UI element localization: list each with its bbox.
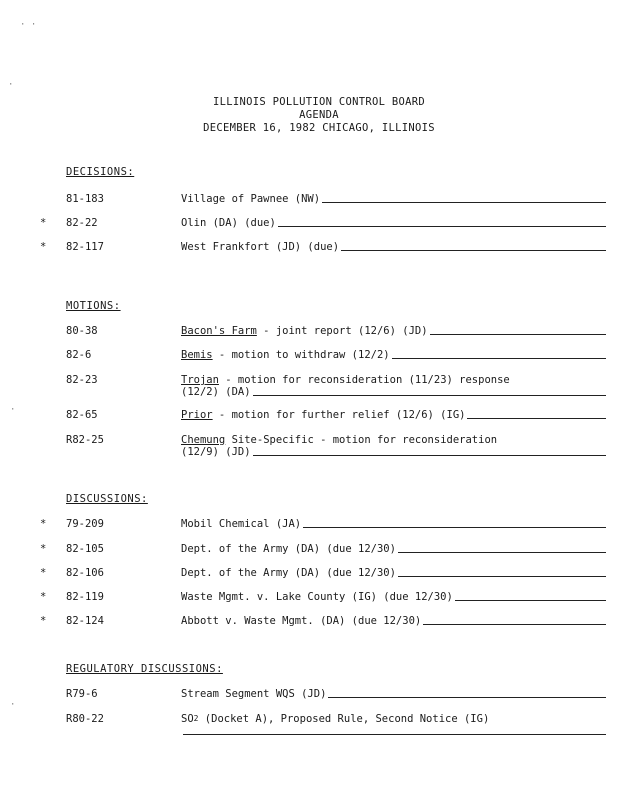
priority-marker: * bbox=[40, 241, 47, 253]
blank-line bbox=[253, 454, 606, 456]
scan-speck: · bbox=[10, 405, 16, 415]
item-description: Olin (DA) (due) bbox=[181, 217, 276, 229]
agenda-item bbox=[0, 518, 618, 546]
case-number: 79-209 bbox=[66, 518, 104, 530]
blank-line bbox=[253, 394, 606, 396]
item-description-cont: (12/9) (JD) bbox=[181, 446, 251, 458]
blank-line bbox=[278, 225, 606, 227]
item-description: Dept. of the Army (DA) (due 12/30) bbox=[181, 543, 396, 555]
priority-marker: * bbox=[40, 543, 47, 555]
agenda-item bbox=[0, 374, 618, 410]
regulatory-discussions-heading: REGULATORY DISCUSSIONS: bbox=[66, 663, 223, 675]
party-name: Prior bbox=[181, 409, 213, 421]
priority-marker: * bbox=[40, 615, 47, 627]
motions-heading: MOTIONS: bbox=[66, 300, 121, 312]
item-description-cont: (12/2) (DA) bbox=[181, 386, 251, 398]
board-title: ILLINOIS POLLUTION CONTROL BOARD bbox=[213, 96, 425, 108]
formula-subscript: 2 bbox=[193, 714, 199, 723]
meeting-date-location: DECEMBER 16, 1982 CHICAGO, ILLINOIS bbox=[203, 122, 435, 134]
chemical-formula: SO bbox=[181, 713, 194, 725]
blank-line bbox=[303, 526, 606, 528]
party-name: Trojan bbox=[181, 374, 219, 386]
priority-marker: * bbox=[40, 518, 47, 530]
agenda-label: AGENDA bbox=[299, 109, 339, 121]
item-description: - motion for further relief (12/6) (IG) bbox=[212, 409, 466, 421]
case-number: 81-183 bbox=[66, 193, 104, 205]
blank-line bbox=[328, 696, 606, 698]
item-description: - motion for reconsideration (11/23) response bbox=[218, 374, 510, 386]
case-number: 82-22 bbox=[66, 217, 98, 229]
decisions-heading: DECISIONS: bbox=[66, 166, 135, 178]
party-name: Chemung bbox=[181, 434, 226, 446]
blank-line bbox=[322, 201, 606, 203]
case-number: 82-119 bbox=[66, 591, 104, 603]
case-number: 82-106 bbox=[66, 567, 104, 579]
agenda-item bbox=[0, 434, 618, 470]
item-description: Village of Pawnee (NW) bbox=[181, 193, 321, 205]
item-description: West Frankfort (JD) (due) bbox=[181, 241, 340, 253]
case-number: R82-25 bbox=[66, 434, 104, 446]
case-number: R80-22 bbox=[66, 713, 104, 725]
blank-line bbox=[398, 575, 606, 577]
scan-speck: · · bbox=[20, 20, 37, 30]
item-description: - joint report (12/6) (JD) bbox=[256, 325, 428, 337]
item-description: Mobil Chemical (JA) bbox=[181, 518, 302, 530]
blank-line bbox=[467, 417, 606, 419]
discussions-heading: DISCUSSIONS: bbox=[66, 493, 148, 505]
item-description: (Docket A), Proposed Rule, Second Notice (IG) bbox=[198, 713, 490, 725]
agenda-item bbox=[0, 241, 618, 269]
party-name: Bacon's Farm bbox=[181, 325, 257, 337]
blank-line bbox=[455, 599, 606, 601]
blank-line bbox=[341, 249, 606, 251]
agenda-item bbox=[0, 349, 618, 377]
case-number: 82-65 bbox=[66, 409, 98, 421]
item-description: Abbott v. Waste Mgmt. (DA) (due 12/30) bbox=[181, 615, 422, 627]
agenda-item bbox=[0, 409, 618, 437]
case-number: 82-105 bbox=[66, 543, 104, 555]
case-number: R79-6 bbox=[66, 688, 98, 700]
item-description: Stream Segment WQS (JD) bbox=[181, 688, 327, 700]
blank-line bbox=[183, 733, 606, 735]
case-number: 82-23 bbox=[66, 374, 98, 386]
case-number: 82-6 bbox=[66, 349, 92, 361]
case-number: 80-38 bbox=[66, 325, 98, 337]
scan-speck: · bbox=[8, 80, 14, 90]
priority-marker: * bbox=[40, 567, 47, 579]
item-description: Site-Specific - motion for reconsideration bbox=[225, 434, 498, 446]
item-description: Dept. of the Army (DA) (due 12/30) bbox=[181, 567, 396, 579]
blank-line bbox=[398, 551, 606, 553]
priority-marker: * bbox=[40, 217, 47, 229]
agenda-item bbox=[0, 688, 618, 716]
item-description: Waste Mgmt. v. Lake County (IG) (due 12/30) bbox=[181, 591, 453, 603]
blank-line bbox=[423, 623, 606, 625]
case-number: 82-124 bbox=[66, 615, 104, 627]
agenda-item bbox=[0, 713, 618, 749]
scan-speck: · bbox=[10, 700, 16, 710]
priority-marker: * bbox=[40, 591, 47, 603]
agenda-header bbox=[0, 96, 618, 135]
agenda-item bbox=[0, 615, 618, 643]
case-number: 82-117 bbox=[66, 241, 104, 253]
party-name: Bemis bbox=[181, 349, 213, 361]
blank-line bbox=[430, 333, 606, 335]
item-description: - motion to withdraw (12/2) bbox=[212, 349, 390, 361]
blank-line bbox=[392, 357, 606, 359]
